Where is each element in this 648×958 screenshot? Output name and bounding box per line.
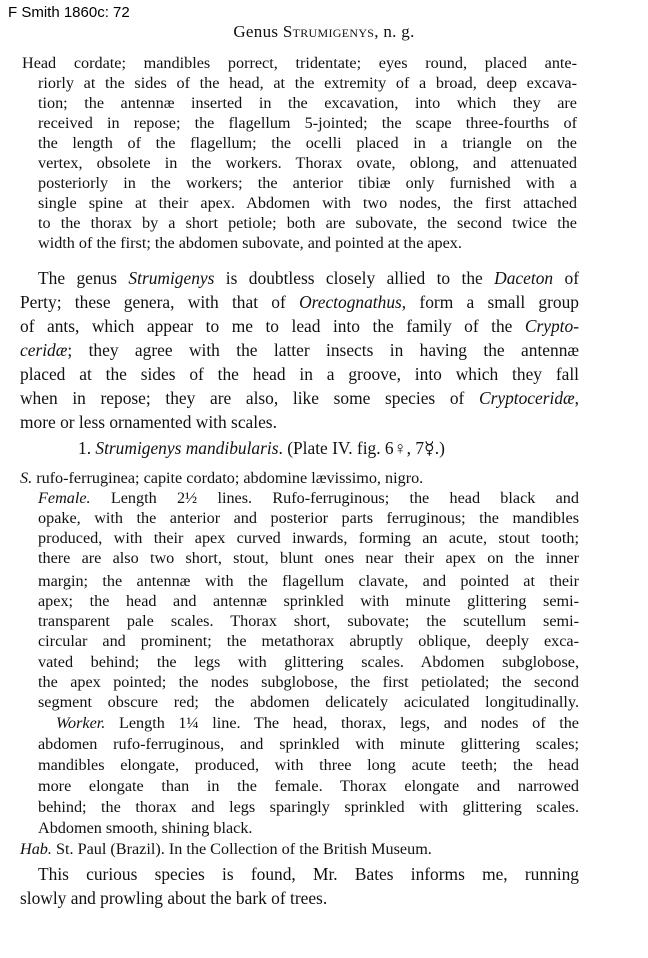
female-description-line: apex; the head and antennæ sprinkled with minute glittering semi-	[38, 592, 579, 610]
remark-line: more or less ornamented with scales.	[20, 412, 277, 432]
remark-line: ceridæ; they agree with the latter insects in having the antennæ	[20, 340, 579, 360]
worker-description-line: Abdomen smooth, shining black.	[38, 819, 253, 837]
female-description-line: vated behind; the legs with glittering scales. Abdomen subglobose,	[38, 653, 579, 671]
habitat-line: Hab. St. Paul (Brazil). In the Collection of the British Museum.	[20, 840, 432, 858]
species-heading: 1. Strumigenys mandibularis. (Plate IV. fig. 6♀, 7☿.)	[78, 438, 445, 458]
worker-description-line: Worker. Length 1¼ line. The head, thorax, legs, and nodes of the	[56, 714, 579, 732]
title-prefix: Genus	[233, 22, 283, 41]
remark-line: The genus Strumigenys is doubtless closely allied to the Daceton of	[38, 268, 579, 288]
worker-description-line: mandibles elongate, produced, with three long acute teeth; the head	[38, 756, 579, 774]
female-description-line: segment obscure red; the abdomen delicately aciculated longitudinally.	[38, 693, 579, 711]
species-name: Strumigenys mandibularis	[95, 438, 279, 458]
worker-description-line: more elongate than in the female. Thorax elongate and narrowed	[38, 777, 579, 795]
genus-description-line: Head cordate; mandibles porrect, tridentate; eyes round, placed ante-	[22, 54, 577, 72]
female-description-line: transparent pale scales. Thorax short, subovate; the scutellum semi-	[38, 612, 579, 630]
genus-description-line: riorly at the sides of the head, at the extremity of a broad, deep excava-	[38, 74, 577, 92]
remark-line: Perty; these genera, with that of Orectognathus, form a small group	[20, 292, 579, 312]
remark-line: when in repose; they are also, like some species of Cryptoceridæ,	[20, 388, 579, 408]
female-description-line: circular and prominent; the metathorax abruptly oblique, deeply exca-	[38, 632, 579, 650]
genus-description-line: received in repose; the flagellum 5-jointed; the scape three-fourths of	[38, 114, 577, 132]
female-description-line: margin; the antennæ with the flagellum clavate, and pointed at their	[38, 572, 579, 590]
page-title	[0, 22, 648, 42]
closing-line: This curious species is found, Mr. Bates informs me, running	[38, 864, 579, 884]
female-description-line: opake, with the anterior and posterior parts ferruginous; the mandibles	[38, 509, 579, 527]
female-description-line: Female. Length 2½ lines. Rufo-ferruginous; the head black and	[38, 489, 579, 507]
female-description-line: there are also two short, stout, blunt ones near their apex on the inner	[38, 549, 579, 567]
habitat-label: Hab.	[20, 840, 52, 858]
worker-label: Worker.	[56, 714, 106, 732]
closing-line: slowly and prowling about the bark of trees.	[20, 888, 328, 908]
genus-description-line: the length of the flagellum; the ocelli placed in a triangle on the	[38, 134, 577, 152]
worker-description-line: abdomen rufo-ferruginous, and sprinkled with minute glittering scales;	[38, 735, 579, 753]
remark-line: of ants, which appear to me to lead into the family of the Crypto-	[20, 316, 579, 336]
genus-description-line: tion; the antennæ inserted in the excavation, into which they are	[38, 94, 577, 112]
genus-description-line: to the thorax by a short petiole; both are subovate, the second twice the	[38, 214, 577, 232]
genus-description-line: single spine at their apex. Abdomen with two nodes, the first attached	[38, 194, 577, 212]
remark-line: placed at the sides of the head in a groove, into which they fall	[20, 364, 579, 384]
genus-description-line: vertex, obsolete in the workers. Thorax ovate, oblong, and attenuated	[38, 154, 577, 172]
genus-description-line: posteriorly in the workers; the anterior tibiæ only furnished with a	[38, 174, 577, 192]
worker-description-line: behind; the thorax and legs sparingly sprinkled with glittering scales.	[38, 798, 579, 816]
female-description-line: produced, with their apex curved inwards, forming an acute, stout tooth;	[38, 529, 579, 547]
plate-reference: (Plate IV. fig. 6♀, 7☿.)	[282, 438, 445, 458]
title-genus: Strumigenys	[282, 22, 375, 41]
latin-diagnosis: S. rufo-ferruginea; capite cordato; abdomine lævissimo, nigro.	[20, 469, 424, 487]
female-label: Female.	[38, 489, 91, 507]
genus-description-line: width of the first; the abdomen subovate, and pointed at the apex.	[38, 234, 462, 252]
female-description-line: the apex pointed; the nodes subglobose, the first petiolated; the second	[38, 673, 579, 691]
title-suffix: , n. g.	[374, 22, 415, 41]
citation-label: F Smith 1860c: 72	[8, 4, 130, 21]
